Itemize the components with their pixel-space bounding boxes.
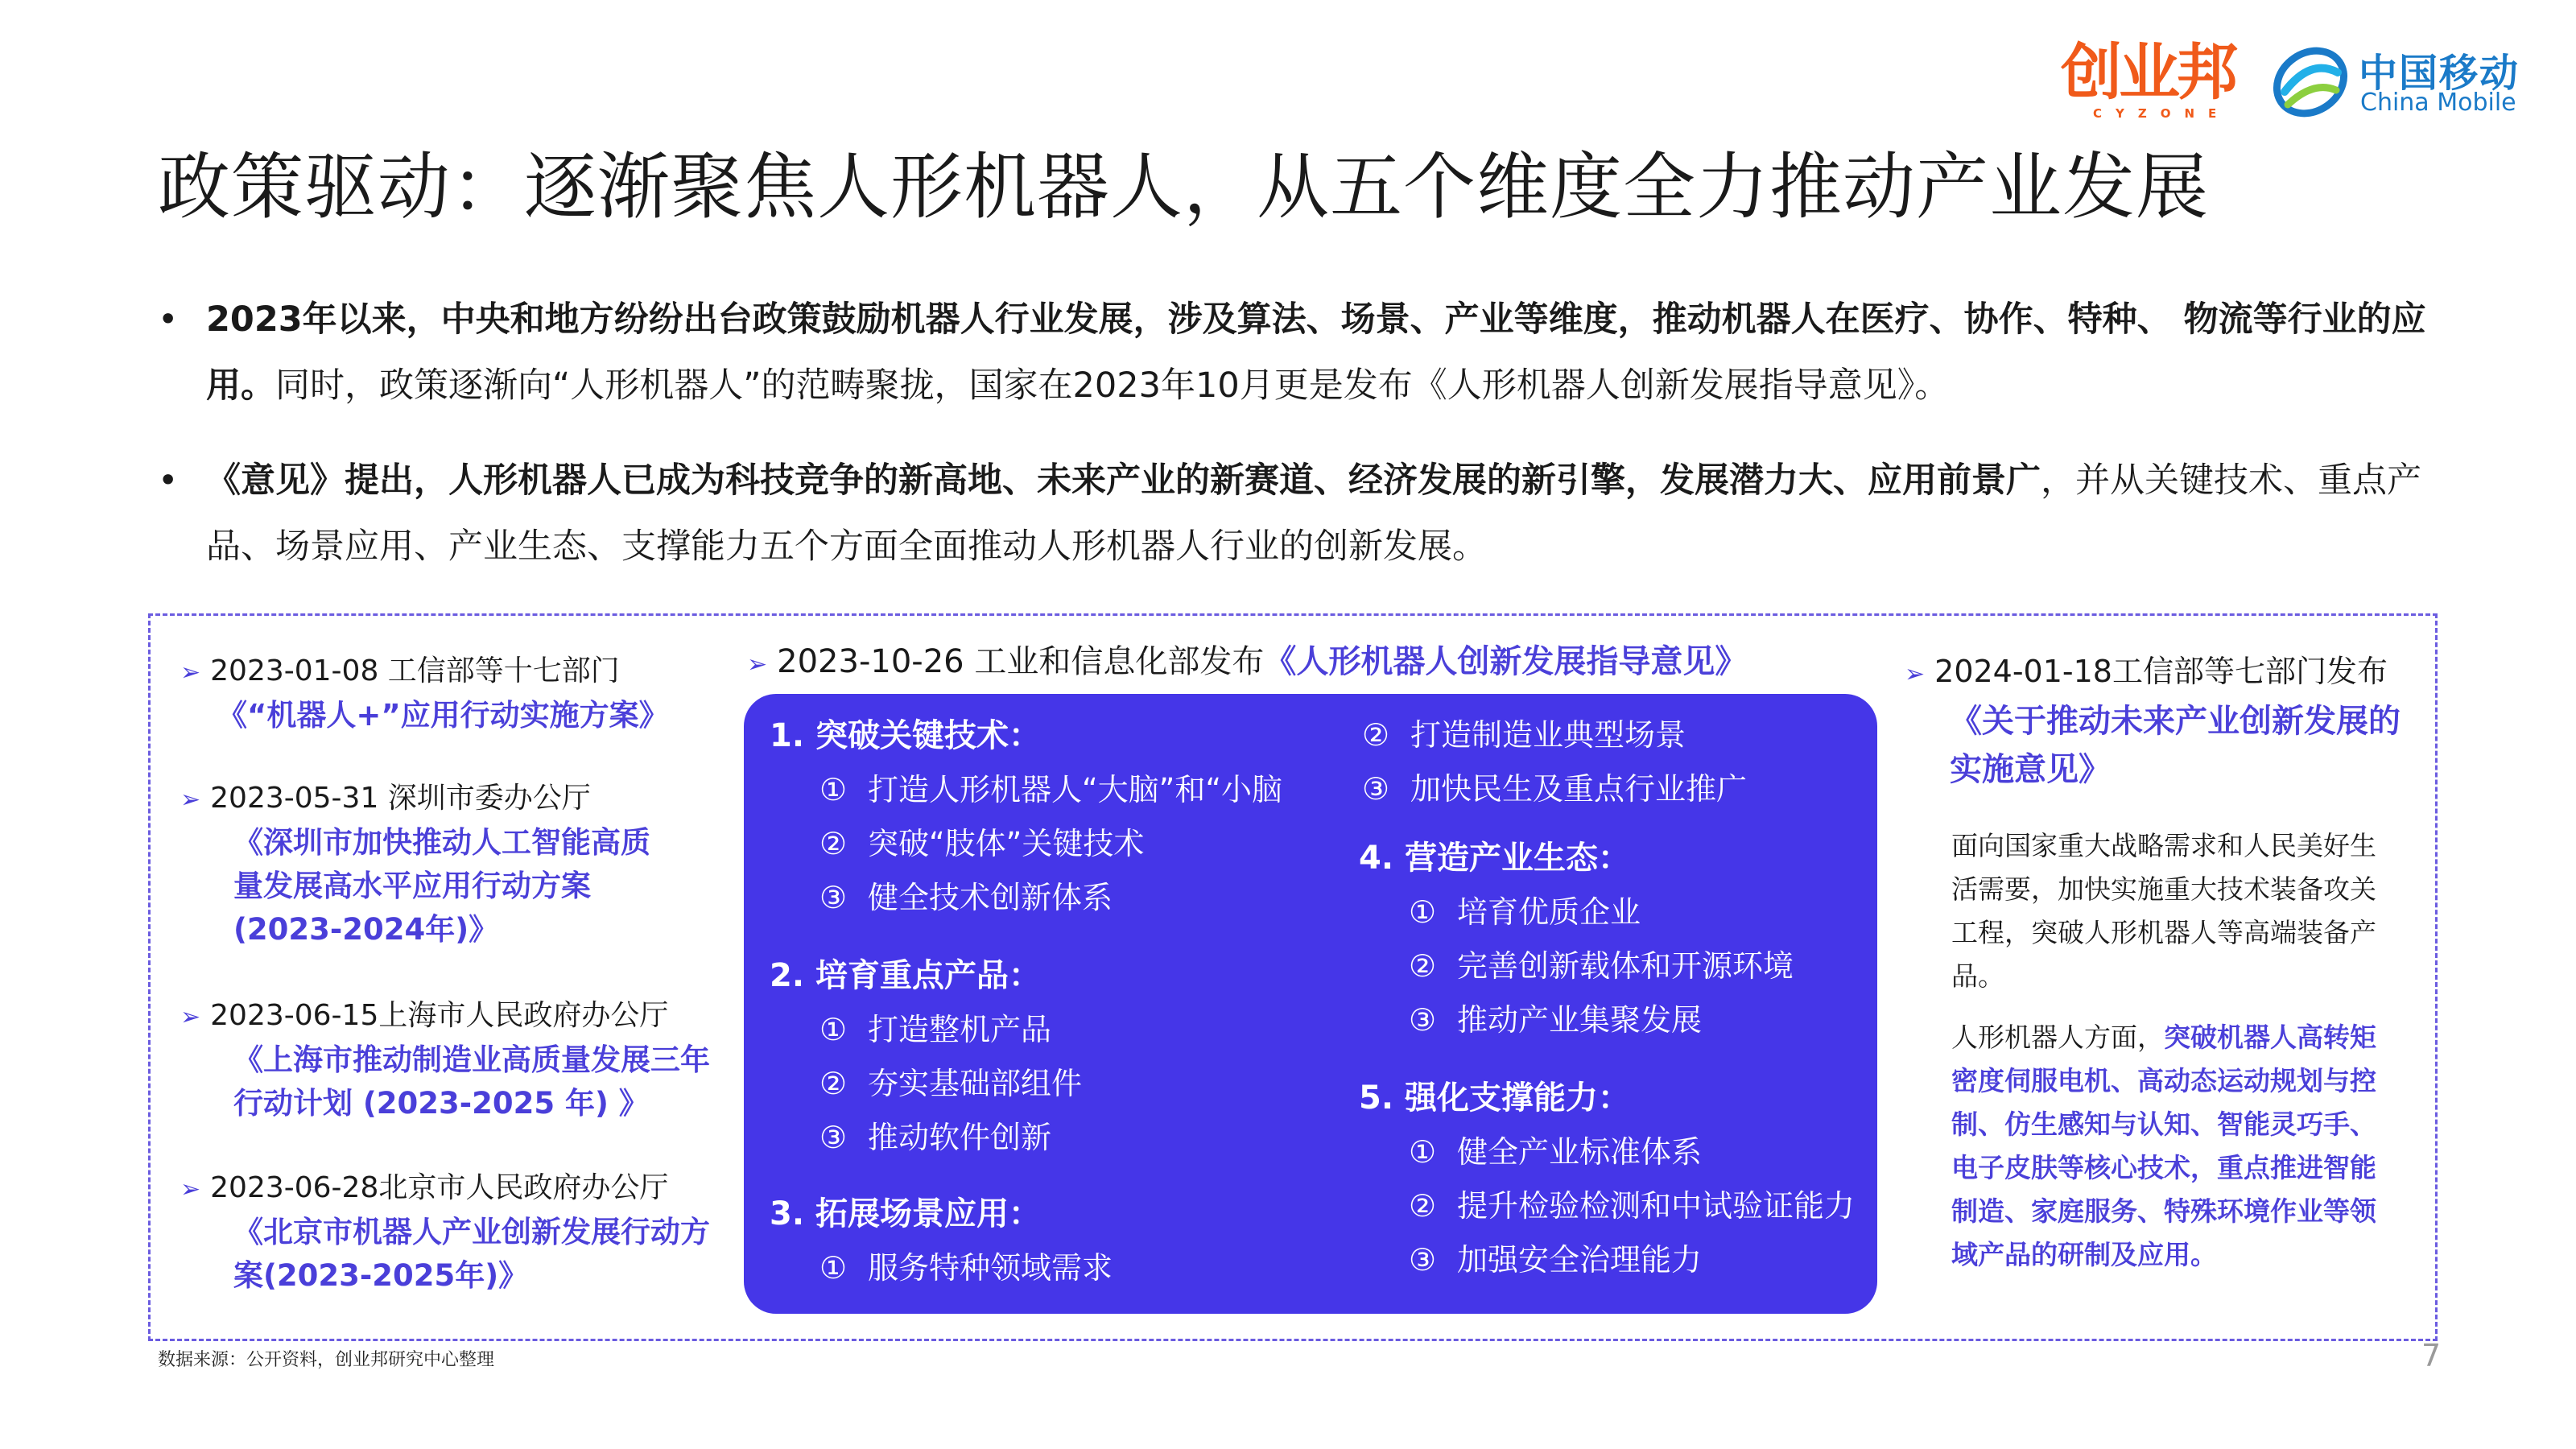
item-number: ② [819, 826, 848, 861]
item-number: ② [1409, 948, 1437, 984]
item-number: ③ [1362, 771, 1390, 807]
item-number: ① [819, 1250, 848, 1286]
china-mobile-logo [2270, 39, 2536, 127]
cyzone-logo-text: 创业邦 [2061, 36, 2235, 108]
section-item [1409, 1179, 1906, 1233]
arrow-icon: ➢ [180, 658, 201, 687]
section-scenarios [770, 1187, 1317, 1295]
cyzone-logo [2061, 36, 2238, 121]
item-number: ② [1362, 717, 1390, 753]
policy-head: 2023-05-31 深圳市委办公厅 [210, 782, 591, 815]
section-item [819, 1057, 1317, 1111]
bullet-2-bold: 《意见》提出，人形机器人已成为科技竞争的新高地、未来产业的新赛道、经济发展的新引擎，发展潜力大、应用前景广 [206, 460, 2041, 501]
item-number: ③ [1409, 1002, 1437, 1038]
section-item [819, 1003, 1317, 1057]
item-text: 推动软件创新 [868, 1120, 1052, 1155]
item-text: 健全技术创新体系 [868, 880, 1113, 915]
item-text: 夯实基础部组件 [868, 1066, 1083, 1101]
section-item [1362, 762, 1860, 816]
policy-head: 2023-01-08 工信部等十七部门 [210, 654, 620, 687]
section-support [1359, 1071, 1906, 1287]
right-paragraph-2 [1951, 1016, 2402, 1277]
item-number: ② [1409, 1188, 1437, 1224]
section-item [1409, 1125, 1906, 1179]
cyzone-logo-subtext: CYZONE [2093, 106, 2231, 121]
bullet-2-text: ，并从关键技术、重点产品、场景应用、产业生态、支撑能力五个方面全面推动人形机器人行业的创新发展。 [206, 460, 2421, 567]
section-key-tech [770, 708, 1317, 925]
policy-item [180, 995, 728, 1125]
item-text: 服务特种领域需求 [868, 1250, 1113, 1286]
right-paragraph-2-lead: 人形机器人方面， [1951, 1022, 2164, 1053]
section-title: 1. 突破关键技术： [770, 717, 1041, 754]
section-item [819, 817, 1317, 871]
policy-head: 2023-06-28北京市人民政府办公厅 [210, 1171, 669, 1204]
policy-item [180, 778, 728, 952]
item-text: 打造人形机器人“大脑”和“小脑 [868, 772, 1283, 807]
section-ecosystem [1359, 831, 1906, 1047]
policy-doc: 《北京市机器人产业创新发展行动方 案(2023-2025年)》 [233, 1215, 710, 1293]
section-item [1409, 993, 1906, 1047]
item-text: 打造整机产品 [868, 1012, 1052, 1047]
item-text: 推动产业集聚发展 [1457, 1002, 1703, 1038]
item-text: 提升检验检测和中试验证能力 [1457, 1188, 1856, 1224]
data-source: 数据来源：公开资料，创业邦研究中心整理 [158, 1350, 495, 1370]
right-paragraph-2-highlight: 突破机器人高转矩 密度伺服电机、高动态运动规划与控 制、仿生感知与认知、智能灵巧手、 电子皮肤等核心技术，重点推进智能 制造、家庭服务、特殊环境作业等领 域产品的研制及应用。 [1951, 1022, 2376, 1270]
item-number: ① [1409, 894, 1437, 930]
item-number: ③ [819, 880, 848, 915]
arrow-icon: ➢ [747, 650, 768, 679]
section-item [1409, 886, 1906, 939]
china-mobile-english: China Mobile [2360, 89, 2516, 117]
section-title: 2. 培育重点产品： [770, 957, 1041, 994]
item-text: 打造制造业典型场景 [1410, 717, 1686, 753]
page-number: 7 [2421, 1338, 2442, 1373]
bullet-2 [158, 448, 2436, 580]
item-number: ③ [1409, 1242, 1437, 1278]
item-text: 健全产业标准体系 [1457, 1134, 1703, 1170]
section-item [819, 871, 1317, 925]
right-paragraph-1: 面向国家重大战略需求和人民美好生 活需要，加快实施重大技术装备攻关 工程，突破人形机器人等高端装备产 品。 [1951, 830, 2376, 992]
right-policy-head: 2024-01-18工信部等七部门发布 [1934, 654, 2388, 689]
section-item [819, 763, 1317, 817]
item-text: 突破“肢体”关键技术 [868, 826, 1145, 861]
item-number: ② [819, 1066, 848, 1101]
section-scenarios-cont [1312, 708, 1860, 816]
item-text: 加强安全治理能力 [1457, 1242, 1703, 1278]
policy-item [180, 1167, 728, 1298]
china-mobile-name: 中国移动 [2359, 51, 2520, 96]
bullet-1-bold: 2023年以来，中央和地方纷纷出台政策鼓励机器人行业发展，涉及算法、场景、产业等维度，推动机器人在医疗、协作、特种、 物流等行业的应用。 [206, 299, 2426, 406]
arrow-icon: ➢ [180, 1003, 201, 1031]
right-policy [1905, 649, 2420, 794]
item-text: 培育优质企业 [1457, 894, 1641, 930]
middle-heading [747, 639, 1747, 687]
section-item [1409, 1233, 1906, 1287]
section-title: 5. 强化支撑能力： [1359, 1080, 1630, 1117]
section-item [819, 1241, 1317, 1295]
section-title: 3. 拓展场景应用： [770, 1195, 1041, 1232]
arrow-icon: ➢ [180, 786, 201, 814]
section-title: 4. 营造产业生态： [1359, 840, 1630, 877]
policy-item [180, 650, 728, 737]
arrow-icon: ➢ [180, 1175, 201, 1203]
section-item [1362, 708, 1860, 762]
right-policy-doc: 《关于推动未来产业创新发展的 实施意见》 [1950, 703, 2401, 788]
middle-doc-title: 《人形机器人创新发展指导意见》 [1264, 643, 1748, 680]
bullet-1-text: 同时，政策逐渐向“人形机器人”的范畴聚拢，国家在2023年10月更是发布《人形机器人创新发展指导意见》。 [275, 365, 1950, 406]
item-number: ③ [819, 1120, 848, 1155]
page-title: 政策驱动：逐渐聚焦人形机器人，从五个维度全力推动产业发展 [158, 145, 2209, 229]
item-number: ① [819, 772, 848, 807]
policy-doc: 《深圳市加快推动人工智能高质 量发展高水平应用行动方案 (2023-2024年)》 [233, 825, 650, 947]
section-item [819, 1111, 1317, 1165]
bullet-1 [158, 287, 2436, 419]
item-number: ① [819, 1012, 848, 1047]
china-mobile-logo-icon [2270, 42, 2351, 122]
section-item [1409, 939, 1906, 993]
policy-head: 2023-06-15上海市人民政府办公厅 [210, 999, 669, 1032]
policy-doc: 《“机器人+”应用行动实施方案》 [217, 698, 669, 733]
arrow-icon: ➢ [1905, 660, 1926, 688]
bullet-dot: • [158, 460, 179, 501]
policy-doc: 《上海市推动制造业高质量发展三年 行动计划 (2023-2025 年) 》 [233, 1042, 710, 1121]
item-text: 完善创新载体和开源环境 [1457, 948, 1794, 984]
section-key-products [770, 948, 1317, 1165]
guideline-panel [744, 694, 1877, 1314]
item-number: ① [1409, 1134, 1437, 1170]
bullet-dot: • [158, 299, 179, 340]
middle-head-text: 2023-10-26 工业和信息化部发布 [777, 643, 1265, 680]
item-text: 加快民生及重点行业推广 [1410, 771, 1748, 807]
